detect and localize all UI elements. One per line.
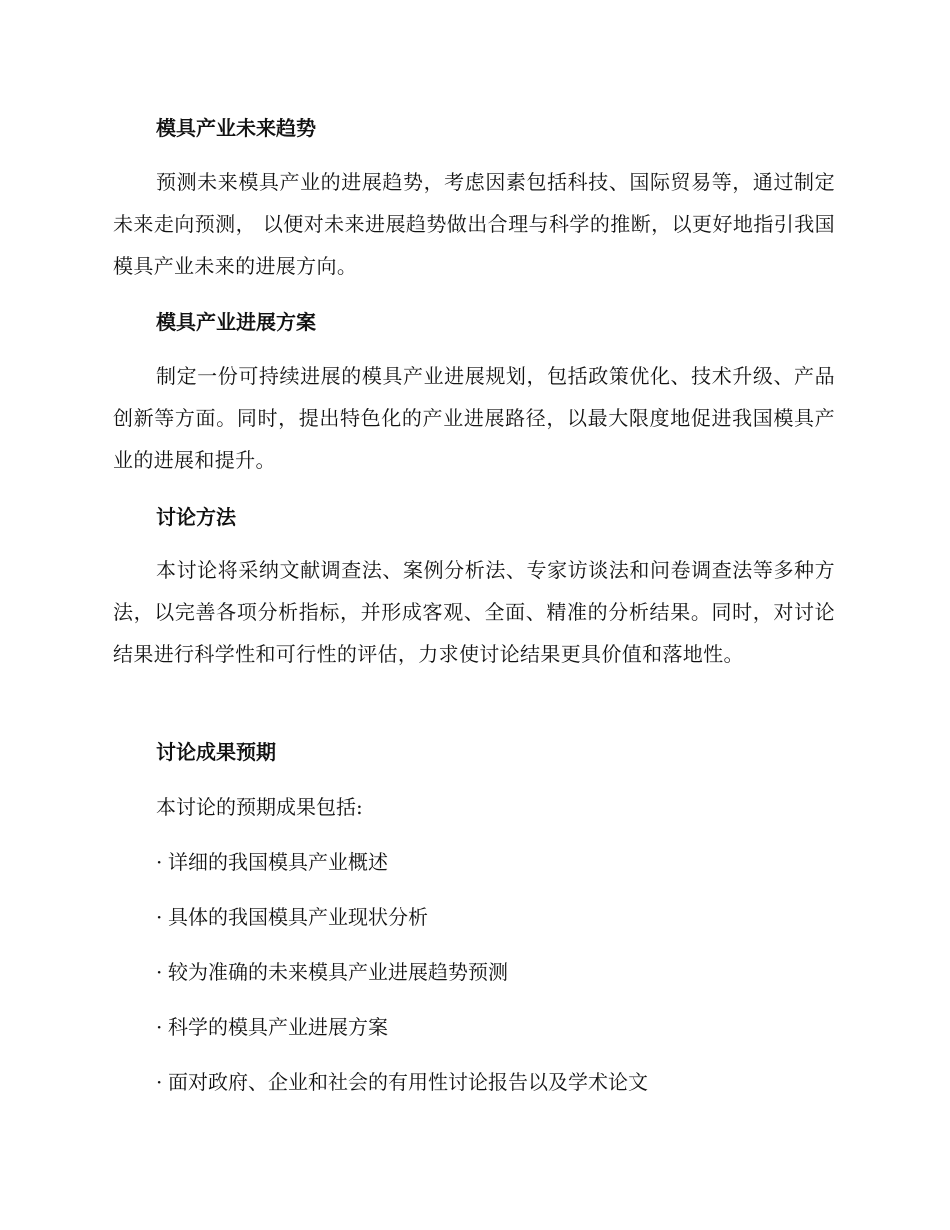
section-heading-future-trends: 模具产业未来趋势 bbox=[156, 116, 316, 140]
bullet-marker: · bbox=[156, 1015, 163, 1039]
section-heading-expected-results: 讨论成果预期 bbox=[156, 740, 276, 764]
bullet-marker: · bbox=[156, 850, 163, 874]
expected-results-intro: 本讨论的预期成果包括: bbox=[156, 795, 363, 819]
list-item bbox=[156, 1013, 388, 1041]
list-item-text: 具体的我国模具产业现状分析 bbox=[168, 905, 428, 929]
list-item bbox=[156, 1068, 648, 1096]
section-body-development-plan: 制定一份可持续进展的模具产业进展规划，包括政策优化、技术升级、产品创新等方面。同时，提出特色化的产业进展路径，以最大限度地促进我国模具产业的进展和提升。 bbox=[113, 364, 835, 472]
list-item-text: 详细的我国模具产业概述 bbox=[168, 850, 388, 874]
section-body-future-trends: 预测未来模具产业的进展趋势，考虑因素包括科技、国际贸易等，通过制定未来走向预测， 以便对未来进展趋势做出合理与科学的推断，以更好地指引我国模具产业未来的进展方向。 bbox=[113, 170, 835, 278]
list-item-text: 较为准确的未来模具产业进展趋势预测 bbox=[168, 960, 508, 984]
list-item bbox=[156, 848, 388, 876]
bullet-marker: · bbox=[156, 960, 163, 984]
list-item bbox=[156, 903, 428, 931]
list-item-text: 面对政府、企业和社会的有用性讨论报告以及学术论文 bbox=[168, 1070, 648, 1094]
section-heading-development-plan: 模具产业进展方案 bbox=[156, 310, 316, 334]
list-item bbox=[156, 958, 508, 986]
bullet-marker: · bbox=[156, 905, 163, 929]
section-heading-research-methods: 讨论方法 bbox=[156, 505, 236, 529]
section-body-research-methods: 本讨论将采纳文献调查法、案例分析法、专家访谈法和问卷调查法等多种方法，以完善各项分析指标，并形成客观、全面、精准的分析结果。同时，对讨论结果进行科学性和可行性的评估，力求使讨论结果更具价值和落地性。 bbox=[113, 558, 835, 666]
bullet-marker: · bbox=[156, 1070, 163, 1094]
list-item-text: 科学的模具产业进展方案 bbox=[168, 1015, 388, 1039]
